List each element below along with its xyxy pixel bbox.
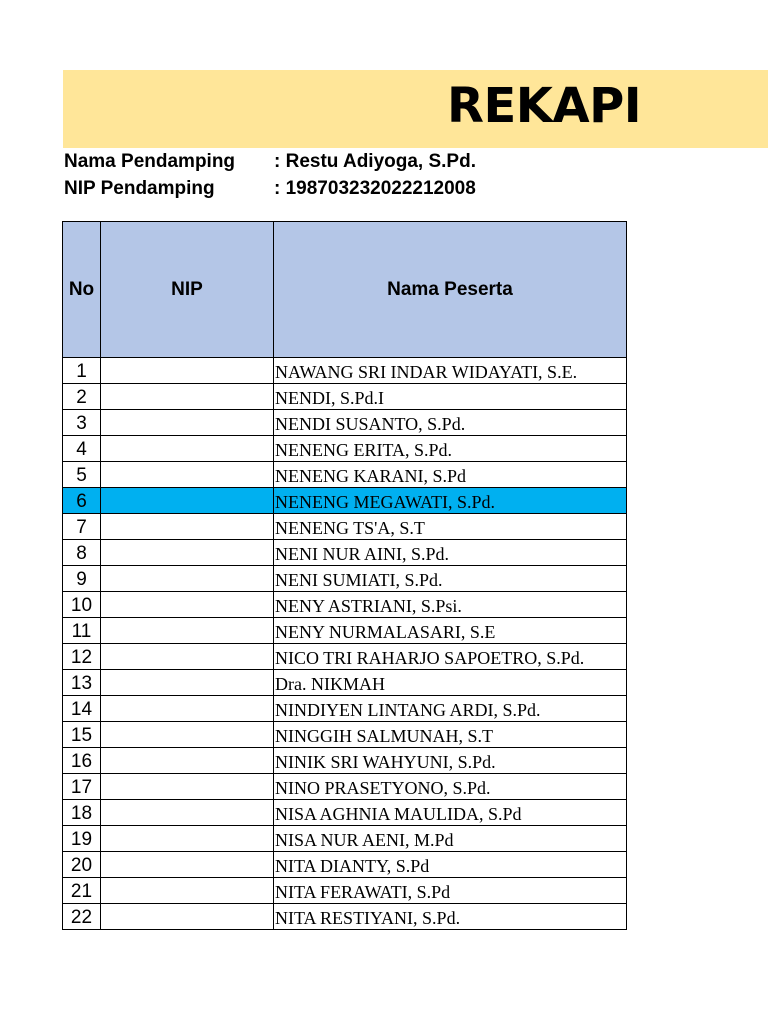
- cell-no[interactable]: 2: [63, 384, 101, 410]
- table-row[interactable]: [63, 878, 627, 904]
- cell-nama-peserta[interactable]: NENY NURMALASARI, S.E: [274, 618, 627, 644]
- table-row[interactable]: [63, 592, 627, 618]
- cell-nama-peserta[interactable]: NENENG TS'A, S.T: [274, 514, 627, 540]
- cell-nama-peserta[interactable]: NINGGIH SALMUNAH, S.T: [274, 722, 627, 748]
- cell-nama-peserta[interactable]: NENI SUMIATI, S.Pd.: [274, 566, 627, 592]
- cell-nip[interactable]: [101, 566, 274, 592]
- cell-nama-peserta[interactable]: NINDIYEN LINTANG ARDI, S.Pd.: [274, 696, 627, 722]
- header-nip[interactable]: NIP: [101, 222, 274, 358]
- cell-no[interactable]: 7: [63, 514, 101, 540]
- cell-nip[interactable]: [101, 618, 274, 644]
- table-row[interactable]: [63, 410, 627, 436]
- table-row[interactable]: [63, 696, 627, 722]
- cell-nama-peserta[interactable]: NAWANG SRI INDAR WIDAYATI, S.E.: [274, 358, 627, 384]
- cell-nip[interactable]: [101, 514, 274, 540]
- table-row[interactable]: [63, 800, 627, 826]
- cell-nama-peserta[interactable]: NENENG KARANI, S.Pd: [274, 462, 627, 488]
- cell-no[interactable]: 13: [63, 670, 101, 696]
- cell-nama-peserta[interactable]: NENY ASTRIANI, S.Psi.: [274, 592, 627, 618]
- cell-nama-peserta[interactable]: NINO PRASETYONO, S.Pd.: [274, 774, 627, 800]
- cell-nama-peserta[interactable]: NENDI, S.Pd.I: [274, 384, 627, 410]
- cell-no[interactable]: 5: [63, 462, 101, 488]
- cell-nama-peserta[interactable]: NISA NUR AENI, M.Pd: [274, 826, 627, 852]
- cell-nip[interactable]: [101, 592, 274, 618]
- cell-no[interactable]: 6: [63, 488, 101, 514]
- pendamping-name-value: : Restu Adiyoga, S.Pd.: [274, 151, 476, 172]
- cell-no[interactable]: 3: [63, 410, 101, 436]
- cell-nip[interactable]: [101, 800, 274, 826]
- table-row[interactable]: [63, 436, 627, 462]
- header-no[interactable]: No: [63, 222, 101, 358]
- table-row[interactable]: [63, 774, 627, 800]
- cell-nama-peserta[interactable]: NENENG MEGAWATI, S.Pd.: [274, 488, 627, 514]
- table-row[interactable]: [63, 462, 627, 488]
- cell-no[interactable]: 1: [63, 358, 101, 384]
- cell-no[interactable]: 9: [63, 566, 101, 592]
- table-row[interactable]: [63, 722, 627, 748]
- cell-nama-peserta[interactable]: NITA DIANTY, S.Pd: [274, 852, 627, 878]
- table-row[interactable]: [63, 852, 627, 878]
- table-header-row: [63, 222, 627, 358]
- cell-nip[interactable]: [101, 774, 274, 800]
- cell-nip[interactable]: [101, 488, 274, 514]
- cell-nama-peserta[interactable]: NENENG ERITA, S.Pd.: [274, 436, 627, 462]
- cell-no[interactable]: 14: [63, 696, 101, 722]
- table-row[interactable]: [63, 618, 627, 644]
- cell-nama-peserta[interactable]: NINIK SRI WAHYUNI, S.Pd.: [274, 748, 627, 774]
- pendamping-nip-value: : 198703232022212008: [274, 178, 476, 199]
- cell-no[interactable]: 21: [63, 878, 101, 904]
- cell-no[interactable]: 19: [63, 826, 101, 852]
- participant-table: [62, 221, 627, 930]
- cell-nip[interactable]: [101, 904, 274, 930]
- title-banner: [63, 70, 768, 148]
- table-row[interactable]: [63, 904, 627, 930]
- cell-no[interactable]: 17: [63, 774, 101, 800]
- cell-no[interactable]: 16: [63, 748, 101, 774]
- cell-nip[interactable]: [101, 878, 274, 904]
- cell-nip[interactable]: [101, 384, 274, 410]
- cell-nip[interactable]: [101, 670, 274, 696]
- table-row[interactable]: [63, 540, 627, 566]
- cell-no[interactable]: 20: [63, 852, 101, 878]
- table-row[interactable]: [63, 826, 627, 852]
- table-row[interactable]: [63, 488, 627, 514]
- cell-no[interactable]: 15: [63, 722, 101, 748]
- cell-nip[interactable]: [101, 722, 274, 748]
- cell-no[interactable]: 12: [63, 644, 101, 670]
- page-title: REKAPI: [447, 78, 642, 134]
- cell-nip[interactable]: [101, 462, 274, 488]
- table-row[interactable]: [63, 670, 627, 696]
- cell-no[interactable]: 18: [63, 800, 101, 826]
- table-row[interactable]: [63, 748, 627, 774]
- table-row[interactable]: [63, 358, 627, 384]
- cell-nip[interactable]: [101, 748, 274, 774]
- cell-nip[interactable]: [101, 410, 274, 436]
- cell-nama-peserta[interactable]: NITA RESTIYANI, S.Pd.: [274, 904, 627, 930]
- cell-no[interactable]: 8: [63, 540, 101, 566]
- cell-nip[interactable]: [101, 644, 274, 670]
- cell-nip[interactable]: [101, 696, 274, 722]
- cell-nama-peserta[interactable]: NICO TRI RAHARJO SAPOETRO, S.Pd.: [274, 644, 627, 670]
- pendamping-nip-label: NIP Pendamping: [64, 178, 215, 199]
- cell-nip[interactable]: [101, 358, 274, 384]
- table-row[interactable]: [63, 566, 627, 592]
- header-nama-peserta[interactable]: Nama Peserta: [274, 222, 627, 358]
- table-body: [63, 358, 627, 930]
- cell-nama-peserta[interactable]: NISA AGHNIA MAULIDA, S.Pd: [274, 800, 627, 826]
- cell-no[interactable]: 10: [63, 592, 101, 618]
- cell-no[interactable]: 22: [63, 904, 101, 930]
- cell-nip[interactable]: [101, 436, 274, 462]
- table-row[interactable]: [63, 644, 627, 670]
- cell-nama-peserta[interactable]: NENDI SUSANTO, S.Pd.: [274, 410, 627, 436]
- table-row[interactable]: [63, 514, 627, 540]
- cell-nama-peserta[interactable]: Dra. NIKMAH: [274, 670, 627, 696]
- cell-nip[interactable]: [101, 826, 274, 852]
- table-row[interactable]: [63, 384, 627, 410]
- cell-no[interactable]: 11: [63, 618, 101, 644]
- cell-nama-peserta[interactable]: NITA FERAWATI, S.Pd: [274, 878, 627, 904]
- cell-nip[interactable]: [101, 852, 274, 878]
- cell-no[interactable]: 4: [63, 436, 101, 462]
- pendamping-name-label: Nama Pendamping: [64, 151, 236, 172]
- cell-nama-peserta[interactable]: NENI NUR AINI, S.Pd.: [274, 540, 627, 566]
- cell-nip[interactable]: [101, 540, 274, 566]
